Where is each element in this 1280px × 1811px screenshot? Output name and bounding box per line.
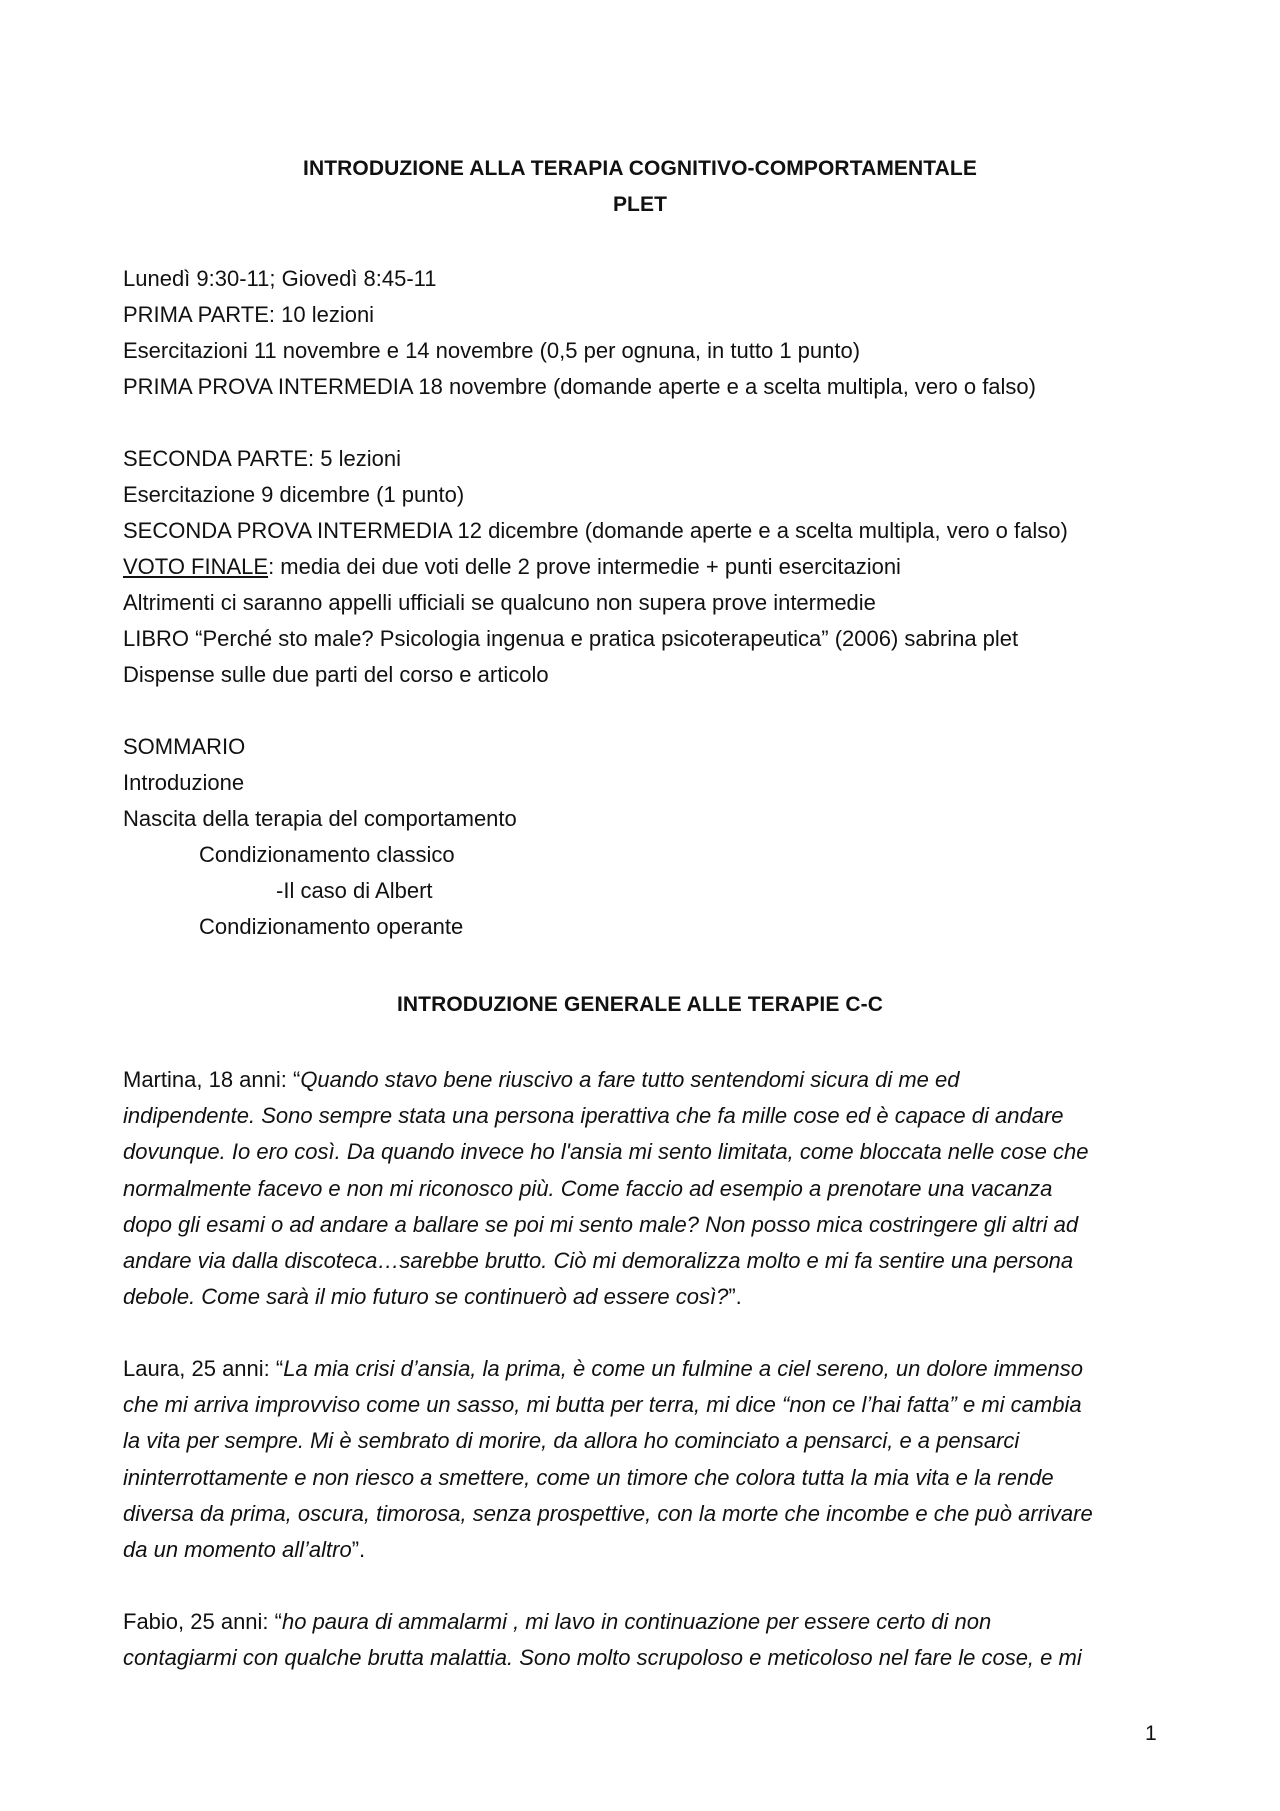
document-title: INTRODUZIONE ALLA TERAPIA COGNITIVO-COMPORTAMENTALE — [303, 157, 977, 180]
summary-heading: SOMMARIO — [123, 734, 246, 759]
testimony-text: la vita per sempre. Mi è sembrato di morire, da allora ho cominciato a pensarci, e a pensarci — [123, 1428, 1020, 1454]
testimony-closing: ”. — [728, 1284, 742, 1310]
testimony-text: indipendente. Sono sempre stata una persona iperattiva che fa mille cose ed è capace di andare — [123, 1103, 1064, 1129]
testimony-speaker: Laura, 25 anni: “ — [123, 1356, 284, 1381]
summary-item: Introduzione — [123, 770, 245, 795]
testimony-text: dopo gli esami o ad andare a ballare se poi mi sento male? Non posso mica costringere gli altri ad — [123, 1211, 1079, 1237]
section-heading: INTRODUZIONE GENERALE ALLE TERAPIE C-C — [396, 993, 884, 1016]
part-two-line: SECONDA PARTE: 5 lezioni — [123, 446, 401, 471]
testimony-text: dovunque. Io ero così. Da quando invece ho l'ansia mi sento limitata, come bloccata nelle cose che — [123, 1139, 1089, 1165]
testimony-speaker: Martina, 18 anni: “ — [123, 1067, 301, 1092]
testimony-text: ho paura di ammalarmi , mi lavo in continuazione per essere certo di non — [281, 1609, 992, 1634]
textbook-line: LIBRO “Perché sto male? Psicologia ingenua e pratica psicoterapeutica” (2006) sabrina plet — [123, 626, 1019, 651]
testimony-martina — [123, 1062, 1173, 1315]
testimony-text: andare via dalla discoteca…sarebbe brutto. Ciò mi demoralizza molto e mi fa sentire una persona — [123, 1247, 1074, 1273]
document-subtitle: PLET — [612, 193, 668, 216]
first-exam-line: PRIMA PROVA INTERMEDIA 18 novembre (domande aperte e a scelta multipla, vero o falso) — [123, 374, 1036, 399]
testimony-closing: ”. — [351, 1536, 366, 1562]
testimony-text: da un momento all’altro — [123, 1536, 352, 1562]
testimony-speaker: Fabio, 25 anni: “ — [123, 1609, 282, 1634]
testimony-text: contagiarmi con qualche brutta malattia. Sono molto scrupoloso e meticoloso nel fare le cose, e mi — [123, 1645, 1082, 1671]
testimony-text: Quando stavo bene riuscivo a fare tutto sentendomi sicura di me ed — [300, 1067, 960, 1092]
testimony-text: debole. Come sarà il mio futuro se continuerò ad essere così? — [123, 1284, 729, 1310]
testimony-text: normalmente facevo e non mi riconosco più. Come faccio ad esempio a prenotare una vacanza — [123, 1175, 1053, 1201]
schedule-line: Lunedì 9:30-11; Giovedì 8:45-11 — [123, 266, 437, 291]
second-exam-line: SECONDA PROVA INTERMEDIA 12 dicembre (domande aperte e a scelta multipla, vero o falso) — [123, 518, 1068, 543]
final-grade-text: : media dei due voti delle 2 prove intermedie + punti esercitazioni — [268, 554, 901, 579]
testimony-fabio — [123, 1604, 1173, 1676]
testimony-text: diversa da prima, oscura, timorosa, senza prospettive, con la morte che incombe e che può arrivare — [123, 1500, 1093, 1526]
final-grade-line — [123, 549, 1173, 585]
summary-item: Condizionamento operante — [199, 914, 464, 939]
summary-item: -Il caso di Albert — [276, 878, 433, 903]
course-info — [123, 261, 1173, 945]
testimony-text: ininterrottamente e non riesco a smettere, come un timore che colora tutta la mia vita e la rende — [123, 1464, 1054, 1490]
official-exams-line: Altrimenti ci saranno appelli ufficiali se qualcuno non supera prove intermedie — [123, 590, 876, 615]
handouts-line: Dispense sulle due parti del corso e articolo — [123, 662, 549, 687]
summary-item: Condizionamento classico — [199, 842, 455, 867]
part-one-line: PRIMA PARTE: 10 lezioni — [123, 302, 375, 327]
testimony-text: che mi arriva improvviso come un sasso, mi butta per terra, mi dice “non ce l’hai fatta” e mi cambia — [123, 1392, 1082, 1418]
page-number: 1 — [1145, 1722, 1157, 1745]
final-grade-label: VOTO FINALE — [123, 554, 269, 579]
testimony-text: La mia crisi d’ansia, la prima, è come un fulmine a ciel sereno, un dolore immenso — [283, 1356, 1083, 1381]
exercises-line: Esercitazioni 11 novembre e 14 novembre (0,5 per ognuna, in tutto 1 punto) — [123, 338, 861, 363]
summary-item: Nascita della terapia del comportamento — [123, 806, 517, 831]
testimony-laura — [123, 1351, 1173, 1568]
exercise-two-line: Esercitazione 9 dicembre (1 punto) — [123, 482, 465, 507]
